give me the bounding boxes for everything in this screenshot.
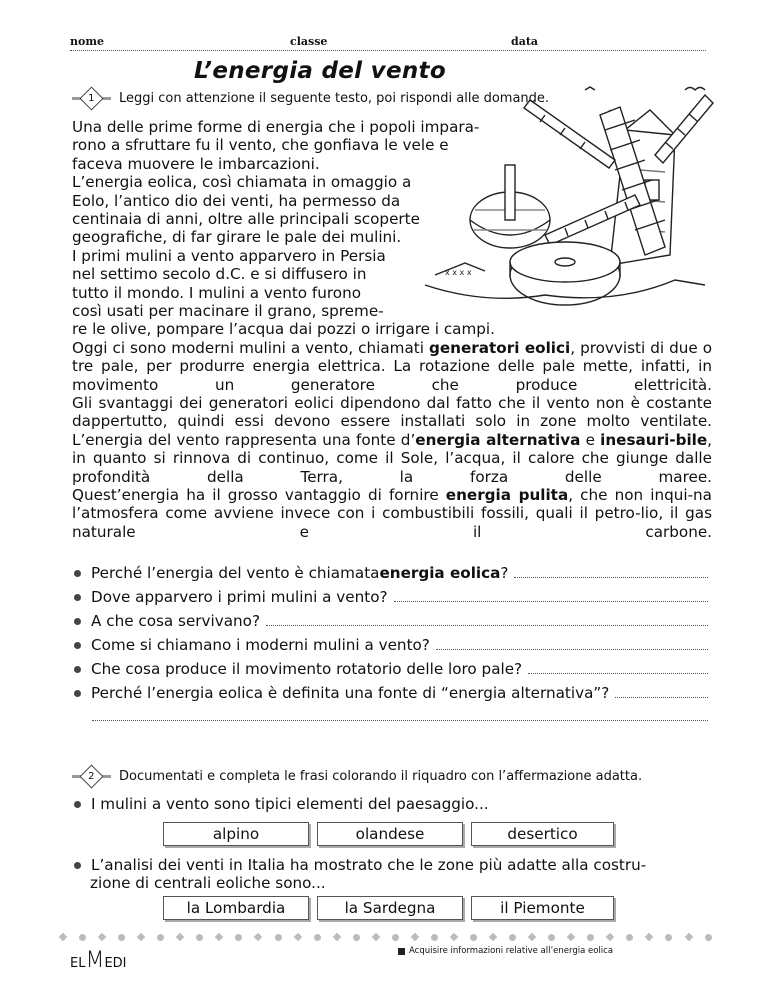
option-lombardia[interactable]: la Lombardia: [163, 896, 309, 920]
question-1: Perché l’energia del vento è chiamata energia eolica ?: [72, 564, 708, 582]
decorative-border: [60, 931, 712, 943]
decor-shape: [548, 934, 555, 941]
answer-line-extra[interactable]: [92, 720, 708, 721]
decor-shape: [372, 933, 380, 941]
paragraph-alternative: L’energia del vento rappresenta una fonte d’energia alternativa e inesauri-bile, in quanto si rinnova di continuo, come il Sole, l’acqua, il calore che giunge dalle profondità della Terra, la forza delle maree.: [72, 430, 712, 486]
class-label: classe: [290, 35, 328, 48]
bullet-icon: [74, 594, 81, 601]
paragraph-clean: Quest’energia ha il grosso vantaggio di fornire energia pulita, che non inqui-na l’atmosfera come avviene invece con i combustibili fossili, quali il petro-lio, il gas naturale e il carbone.: [72, 485, 712, 541]
decor-shape: [684, 933, 692, 941]
decor-shape: [157, 934, 164, 941]
decor-shape: [509, 934, 516, 941]
exercise-1-instruction: [70, 90, 549, 107]
footer-note: Acquisire informazioni relative all’energia eolica: [398, 946, 613, 956]
option-alpino[interactable]: alpino: [163, 822, 309, 846]
decor-shape: [353, 934, 360, 941]
decor-shape: [626, 934, 633, 941]
decor-shape: [118, 934, 125, 941]
decor-shape: [411, 933, 419, 941]
bullet-icon: [74, 618, 81, 625]
text-line: L’energia eolica, così chiamata in omaggio a: [72, 173, 412, 192]
decor-shape: [392, 934, 399, 941]
decor-shape: [275, 934, 282, 941]
decor-shape: [176, 933, 184, 941]
answer-line[interactable]: [615, 697, 708, 698]
decor-shape: [489, 933, 497, 941]
decor-shape: [705, 934, 712, 941]
bullet-icon: [74, 570, 81, 577]
text-line: nel settimo secolo d.C. e si diffusero in: [72, 265, 367, 284]
decor-shape: [528, 933, 536, 941]
question-3: A che cosa servivano?: [72, 612, 708, 630]
text-line: rono a sfruttare fu il vento, che gonfiava le vele e: [72, 136, 449, 155]
decor-shape: [450, 933, 458, 941]
decor-shape: [196, 934, 203, 941]
paragraph-disadvantages: Gli svantaggi dei generatori eolici dipendono dal fatto che il vento non è costante dappertutto, quindi essi devono essere installati solo in zone molto ventilate.: [72, 393, 712, 431]
decor-shape: [254, 933, 262, 941]
bullet-icon: [74, 801, 81, 808]
decor-shape: [235, 934, 242, 941]
text-line: faceva muovere le imbarcazioni.: [72, 154, 320, 173]
decor-shape: [293, 933, 301, 941]
decor-shape: [59, 933, 67, 941]
decor-shape: [587, 934, 594, 941]
decor-shape: [470, 934, 477, 941]
answer-line[interactable]: [394, 601, 708, 602]
option-olandese[interactable]: olandese: [317, 822, 463, 846]
diamond-number-icon: 2: [70, 768, 113, 785]
text-line: centinaia di anni, oltre alle principali scoperte: [72, 209, 420, 228]
decor-shape: [606, 933, 614, 941]
decor-shape: [137, 933, 145, 941]
answer-line[interactable]: [514, 577, 708, 578]
text-line: tutto il mondo. I mulini a vento furono: [72, 283, 362, 302]
decor-shape: [314, 934, 321, 941]
option-piemonte[interactable]: il Piemonte: [471, 896, 614, 920]
svg-text:x x x x: x x x x: [445, 268, 472, 277]
page-title: L’energia del vento: [194, 58, 446, 84]
decor-shape: [215, 933, 223, 941]
option-desertico[interactable]: desertico: [471, 822, 614, 846]
decor-shape: [645, 933, 653, 941]
instruction-text: Leggi con attenzione il seguente testo, poi rispondi alle domande.: [119, 91, 550, 106]
option-sardegna[interactable]: la Sardegna: [317, 896, 463, 920]
name-label: nome: [70, 35, 104, 48]
question-5: Che cosa produce il movimento rotatorio delle loro pale?: [72, 660, 708, 678]
publisher-logo: ELMEDI: [70, 948, 127, 973]
square-icon: [398, 948, 405, 955]
answer-line[interactable]: [266, 625, 708, 626]
bullet-icon: [74, 862, 81, 869]
text-line: re le olive, pompare l’acqua dai pozzi o irrigare i campi.: [72, 320, 495, 339]
bullet-icon: [74, 642, 81, 649]
header-fields: [70, 34, 706, 51]
sentence-1: I mulini a vento sono tipici elementi del paesaggio...: [72, 795, 708, 813]
decor-shape: [98, 933, 106, 941]
sentence-2-cont: zione di centrali eoliche sono...: [90, 874, 326, 892]
reading-text: [72, 118, 712, 541]
question-4: Come si chiamano i moderni mulini a vento?: [72, 636, 708, 654]
decor-shape: [431, 934, 438, 941]
answer-line[interactable]: [528, 673, 708, 674]
decor-shape: [79, 934, 86, 941]
paragraph-generators: Oggi ci sono moderni mulini a vento, chiamati generatori eolici, provvisti di due o tre pale, per produrre energia elettrica. La rotazione delle pale mette, infatti, in movimento un generatore che produce elettricità.: [72, 338, 713, 394]
text-line: così usati per macinare il grano, spreme-: [72, 301, 384, 320]
bullet-icon: [74, 666, 81, 673]
bullet-icon: [74, 690, 81, 697]
text-line: Una delle prime forme di energia che i popoli impara-: [72, 118, 480, 136]
date-label: data: [511, 35, 539, 48]
question-6: Perché l’energia eolica è definita una fonte di “energia alternativa”?: [72, 684, 708, 702]
decor-shape: [332, 933, 340, 941]
decor-shape: [665, 934, 672, 941]
text-line: I primi mulini a vento apparvero in Persia: [72, 246, 386, 265]
text-line: Eolo, l’antico dio dei venti, ha permesso da: [72, 191, 401, 210]
diamond-number-icon: 1: [70, 90, 113, 107]
sentence-2: L’analisi dei venti in Italia ha mostrato che le zone più adatte alla costru-: [72, 856, 708, 874]
answer-line[interactable]: [436, 649, 708, 650]
text-line: geografiche, di far girare le pale dei mulini.: [72, 228, 402, 247]
decor-shape: [567, 933, 575, 941]
instruction-text: Documentati e completa le frasi colorando il riquadro con l’affermazione adatta.: [119, 769, 643, 784]
question-2: Dove apparvero i primi mulini a vento?: [72, 588, 708, 606]
exercise-2-instruction: [70, 768, 642, 785]
